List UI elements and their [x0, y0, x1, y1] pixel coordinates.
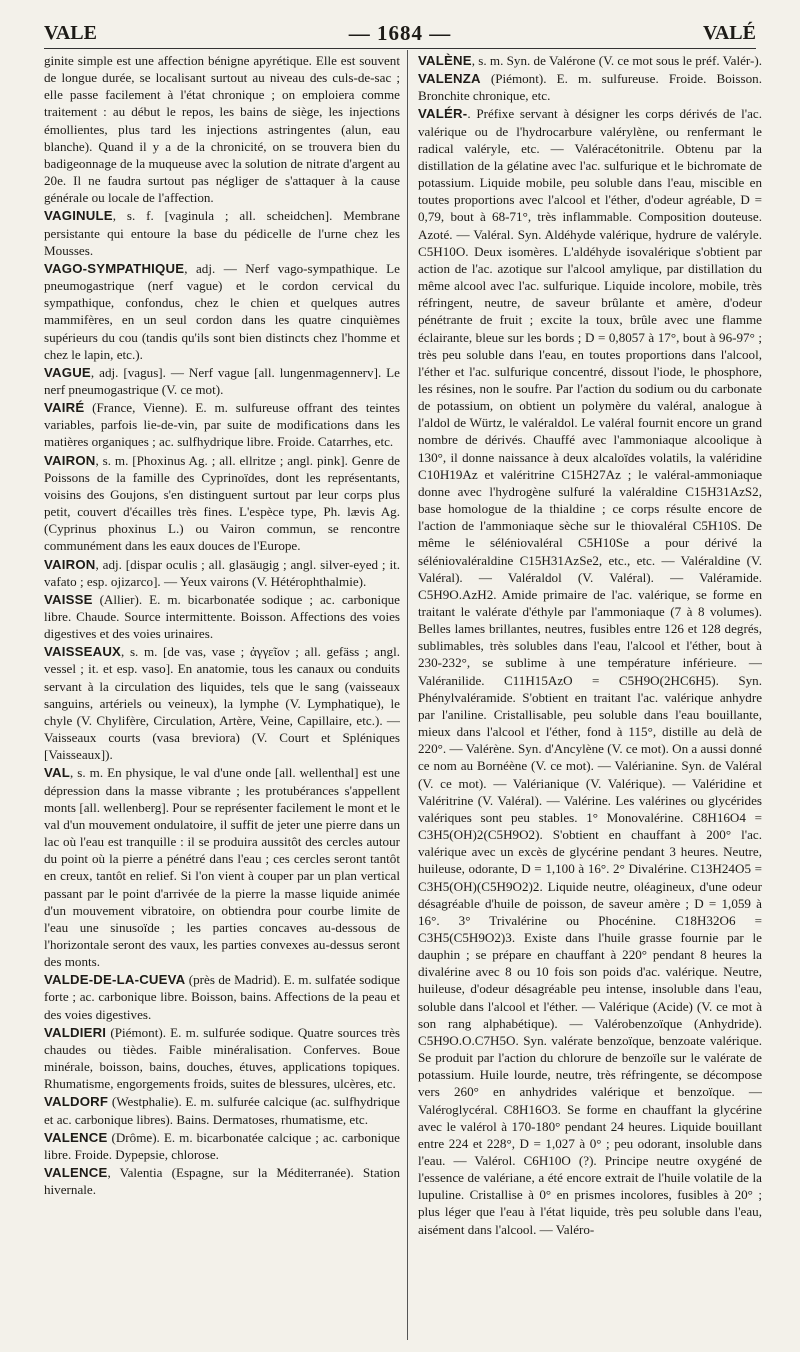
entry-definition: (Piémont). E. m. sulfurée sodique. Quatre sources très chaudes ou tièdes. Faible minéralisation. Conferves. Boue minérale, boisson, bains, douches, étuves, applications topiques. Rhumatisme, engorgements froids, suites de blessures, ulcères, etc.	[44, 1024, 400, 1092]
entry-definition: , s. m. [Phoxinus Ag. ; all. ellritze ; angl. pink]. Genre de Poissons de la famille des Cyprinoïdes, dont les représentants, voisins des Goujons, s'en distinguent surtout par leur corps plus petit, couvert d'écailles très fines. L'espèce type, Ph. lævis Ag. (Cyprinus phoxinus L.) ou Vairon commun, se rencontre communément dans les eaux douces de l'Europe.	[44, 452, 400, 554]
entry-definition: (Westphalie). E. m. sulfurée calcique (ac. sulfhydrique et ac. carbonique libres). Bains. Dermatoses, rhumatisme, etc.	[44, 1094, 400, 1127]
entry-definition: . Préfixe servant à désigner les corps dérivés de l'ac. valérique ou de l'hydrocarbure valérylène, ou renfermant le radical valéryle, etc. — Valéracétonitrile. Obtenu par la distillation de la gélatine avec l'ac. sulfurique et le bichromate de potassium. Liquide mobile, peu soluble dans l'eau, miscible en toutes proportions avec l'alcool et l'éther, d'odeur agréable, D = 0,79, bout à 68-71°, très inflammable. Composition douteuse. Azoté. — Valéral. Syn. Aldéhyde valérique, hydrure de valéryle. C5H10O. Deux isomères. L'aldéhyde isovalérique s'obtient par action de l'ac. azotique sur l'alcool amylique, par distillation du même alcool avec l'ac. sulfurique. Liquide incolore, mobile, très réfringent, neutre, de saveur brûlante et amère, d'odeur pénétrante de fruit ; excite la toux, brûle avec une flamme éclairante, bleue sur les bords ; D = 0,8057 à 17°, bout à 96-97° ; très peu soluble dans l'eau, en toutes proportions dans l'alcool, l'éther et l'ac. sulfurique concentré, dissout l'iode, le phosphore, les résines, non le soufre. Par l'action du sodium ou du carbonate de potassium, on obtient un polymère du valéral, analogue à l'aldol de Würtz, le valéraldol. Le valéral fournit encore un grand nombre de dérivés. Chauffé avec l'ammoniaque alcoolique à 130°, il donne naissance à deux alcaloïdes volatils, la valéridine C10H19Az et valéritrine C15H27Az ; le valéral-ammoniaque donne avec l'hydrogène sulfuré la valéraldine C15H31AzS2, base homologue de la thialdine ; ce corps résulte encore de l'action de l'ammoniaque sèche sur le thiovaléral C5H10S. De même le séléniovaléral C5H10Se a pour dérivé la séléniovaléraldine C15H31AzSe2, etc., etc. — Valéraldine (V. Valéral). — Valéraldol (V. Valéral). — Valéramide. C5H9O.AzH2. Amide primaire de l'ac. valérique, se forme en traitant le valérate d'éthyle par l'ammoniaque (7 à 8 volumes). Belles lames brillantes, neutres, fusibles entre 126 et 128 degrés, sublimables, très solubles dans l'eau, l'alcool et l'éther, bout à 230-232°, se sublime à une température inférieure. — Valéranilide. C11H15AzO = C5H9O(2HC6H5). Syn. Phénylvaléramide. S'obtient en traitant l'ac. valérique anhydre par l'aniline. Cristallisable, peu soluble dans l'eau bouillante, mieux dans l'alcool et l'éther, fond à 115°, distille au delà de 220°. — Valérène. Syn. d'Ancylène (V. ce mot). On a aussi donné ce nom au Bornéène (V. ce mot). — Valérianine. Syn. de Valéral (V. ce mot). — Valérianique (V. Valérique). — Valéridine et Valéritrine (V. Valéral). — Valérine. Les valérines ou glycérides valériques sont peu stables. 1° Monovalérine. C8H16O4 = C3H5(OH)2(C5H9O2). S'obtient en chauffant à 200° l'ac. valérique avec un excès de glycérine pendant 3 heures. Neutre, huileuse, odorante, D = 1,100 à 16°. 2° Divalérine. C13H24O5 = C3H5(OH)(C5H9O2)2. Liquide neutre, oléagineux, d'une odeur désagréable d'huile de poisson, de saveur amère ; D = 1,059 à 16°. 3° Trivalérine ou Phocénine. C18H32O6 = C3H5(C5H9O2)3. Existe dans l'huile grasse fournie par le dauphin ; se prépare en chauffant à 220° pendant 8 heures la divalérine avec 8 ou 10 fois son poids d'ac. valérique. Neutre, huileuse, d'odeur désagréable peu intense, insoluble dans l'eau, soluble dans l'alcool et l'éther. — Valérique (Acide) (V. ce mot à son rang alphabétique). — Valérobenzoïque (Anhydride). C5H9O.O.C7H5O. Syn. valérate benzoïque, benzoate valérique. Se produit par l'action du chlorure de benzoïle sur le valérate de potassium. Huile lourde, neutre, très réfringente, se décompose vers 260° en anhydrides valérique et benzoïque. — Valéroglycéral. C8H16O3. Se forme en chauffant la glycérine avec le valérol à 170-180° pendant 24 heures. Liquide bouillant entre 224 et 228°, D = 1,027 à 0° ; peu odorant, insoluble dans l'eau. — Valérol. C6H10O (?). Principe neutre oxygéné de l'essence de valériane, a été encore extrait de l'huile volatile de la lupuline. Cristallise à 0° en prismes incolores, fusibles à 20° ; plus léger que l'eau à l'état liquide, très peu soluble dans l'eau, aisément dans l'alcool. — Valéro-	[418, 106, 762, 1237]
entry-headword: VALDE-DE-LA-CUEVA	[44, 972, 186, 988]
entry-headword: VALENCE	[44, 1129, 108, 1145]
page-number: — 1684 —	[348, 20, 452, 45]
dictionary-entry	[44, 364, 400, 398]
dictionary-entry	[44, 260, 400, 363]
entry-headword: VAGINULE	[44, 208, 113, 224]
entry-headword: VALENZA	[418, 71, 481, 87]
entry-definition: , adj. [dispar oculis ; all. glasäugig ; angl. silver-eyed ; it. vafato ; esp. ojizarco]. — Yeux vairons (V. Hétérophthalmie).	[44, 556, 400, 589]
dictionary-entry	[44, 591, 400, 642]
dictionary-entry	[418, 70, 762, 104]
header-rule	[44, 48, 756, 49]
entry-definition: (Piémont). E. m. sulfureuse. Froide. Boisson. Bronchite chronique, etc.	[418, 71, 762, 104]
right-column	[418, 52, 762, 1334]
page-header	[44, 18, 756, 48]
entry-definition: (près de Madrid). E. m. sulfatée sodique forte ; ac. carbonique libre. Boisson, bains. Affections de la peau et des voies digestives.	[44, 972, 400, 1022]
entry-headword: VAGO-SYMPATHIQUE	[44, 260, 185, 276]
entry-headword: VALDIERI	[44, 1024, 107, 1040]
dictionary-entry	[44, 399, 400, 450]
dictionary-entry	[44, 643, 400, 763]
entry-headword: VALENCE	[44, 1165, 108, 1180]
dictionary-entry	[44, 764, 400, 970]
dictionary-entry	[44, 452, 400, 555]
column-divider	[407, 50, 408, 1340]
entry-headword: VALÈNE	[418, 53, 472, 68]
entry-definition: ginite simple est une affection bénigne apyrétique. Elle est souvent de longue durée, se localisant surtout au niveau des culs-de-sac ; elle passe facilement à l'état chronique ; on emploiera comme traitement : au début le repos, les bains de siège, les injections émollientes, plus tard les injections astringentes (alun, eau blanche). Quand il y a de la chronicité, on se trouvera bien du badigeonnage de la muqueuse avec la solution de nitrate d'argent au 20e. Il ne faudra surtout pas négliger de s'attaquer à la cause générale ou locale de l'affection.	[44, 53, 400, 206]
dictionary-entry	[418, 105, 762, 1237]
entry-headword: VAIRON	[44, 556, 96, 572]
entry-definition: (Drôme). E. m. bicarbonatée calcique ; ac. carbonique libre. Froide. Dypepsie, chlorose.	[44, 1129, 400, 1162]
dictionary-entry	[44, 1129, 400, 1163]
header-left-word: VALE	[44, 21, 97, 44]
dictionary-entry	[44, 1164, 400, 1198]
header-right-word: VALÉ	[703, 21, 756, 44]
dictionary-entry	[44, 52, 400, 206]
dictionary-entry	[44, 971, 400, 1022]
entry-definition: , adj. — Nerf vago-sympathique. Le pneumogastrique (nerf vague) et le cordon cervical du sympathique, confondus, chez le chien et quelques autres mammifères, en un seul cordon dans les quatre cinquièmes supérieurs du cou (tandis qu'ils sont bien distincts chez l'homme et chez le lapin, etc.).	[44, 260, 400, 362]
dictionary-entry	[44, 207, 400, 258]
left-column	[44, 52, 400, 1334]
entry-headword: VAIRÉ	[44, 400, 85, 416]
entry-headword: VALDORF	[44, 1094, 109, 1110]
entry-headword: VAL	[44, 765, 70, 781]
entry-headword: VAGUE	[44, 364, 91, 380]
entry-definition: , s. f. [vaginula ; all. scheidchen]. Membrane persistante qui entoure la base du pédicelle de l'urne chez les Mousses.	[44, 208, 400, 258]
dictionary-entry	[44, 1024, 400, 1093]
entry-headword: VALÉR-	[418, 106, 468, 122]
entry-definition: (Allier). E. m. bicarbonatée sodique ; ac. carbonique libre. Chaude. Source intermittente. Boisson. Affections des voies digestives et des voies urinaires.	[44, 591, 400, 642]
entry-definition: , Valentia (Espagne, sur la Méditerranée). Station hivernale.	[44, 1165, 400, 1198]
dictionary-entry	[418, 52, 762, 69]
dictionary-entry	[44, 556, 400, 590]
entry-definition: , s. m. [de vas, vase ; ἀγγεῖον ; all. gefäss ; angl. vessel ; it. et esp. vaso]. En anatomie, tous les canaux ou conduits servant à la circulation des liquides, tels que le sang (vaisseaux sanguins, artériels ou veineux), la lymphe (V. Lymphatique), le chyle (V. Chylifère, Circulation, Artère, Veine, Capillaire, etc.). — Vaisseaux courts (vasa breviora) (V. Court et Spléniques [Vaisseaux]).	[44, 644, 400, 763]
entry-definition: , s. m. Syn. de Valérone (V. ce mot sous le préf. Valér-).	[471, 53, 762, 68]
entry-headword: VAISSE	[44, 591, 93, 607]
entry-headword: VAISSEAUX	[44, 644, 122, 660]
entry-headword: VAIRON	[44, 452, 96, 468]
entry-definition: (France, Vienne). E. m. sulfureuse offrant des teintes variables, parfois lie-de-vin, par suite de modifications dans les matières organiques ; ac. sulfhydrique libre. Froide. Catarrhes, etc.	[44, 400, 400, 450]
entry-definition: , adj. [vagus]. — Nerf vague [all. lungenmagennerv]. Le nerf pneumogastrique (V. ce mot).	[44, 364, 400, 397]
entry-definition: , s. m. En physique, le val d'une onde [all. wellenthal] est une dépression dans la masse vibrante ; les protubérances s'appellent monts [all. wellenberg]. Pour se représenter facilement le mont et le val d'un mouvement ondulatoire, il suffit de jeter une pierre dans un lac où l'eau est tranquille : il se produira aussitôt des cercles autour du point où la pierre a pénétré dans l'eau ; ces cercles seront tantôt en creux, tantôt en relief. Si l'on vient à couper par un plan vertical passant par le point d'arrivée de la pierre la masse liquide animée d'un mouvement vibratoire, on obtiendra pour courbe limite de l'eau une sinusoïde ; les parties concaves au-dessous de l'horizontale seront des vaux, les parties convexes au-dessus seront des monts.	[44, 765, 400, 970]
dictionary-entry	[44, 1093, 400, 1127]
